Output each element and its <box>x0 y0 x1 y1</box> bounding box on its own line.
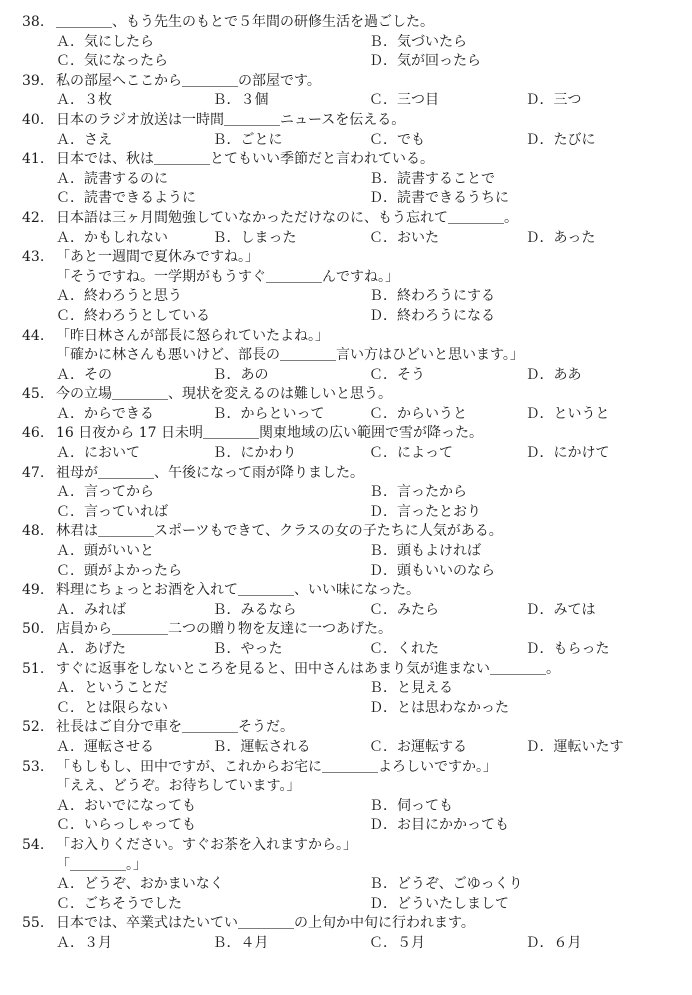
option-a: Ａ．気にしたら <box>56 33 154 50</box>
option-d: Ｄ．６月 <box>525 934 582 951</box>
question-40 <box>22 111 682 150</box>
question-dialogue-line: 「確かに林さんも悪いけど、部長の＿＿＿＿言い方はひどいと思います。」 <box>56 347 524 364</box>
question-43 <box>22 248 682 326</box>
option-b: Ｂ．終わろうにする <box>369 288 495 305</box>
option-b: Ｂ．どうぞ、ごゆっくり <box>369 876 523 893</box>
question-text: 日本のラジオ放送は一時間＿＿＿＿ニュースを伝える。 <box>56 111 406 128</box>
option-a: Ａ．どうぞ、おかまいなく <box>56 876 224 893</box>
option-a: Ａ．からできる <box>56 405 154 422</box>
option-a: Ａ．その <box>56 366 112 383</box>
question-49 <box>22 581 682 620</box>
options-row <box>22 307 682 327</box>
question-stem <box>22 13 682 33</box>
options-row <box>22 679 682 699</box>
option-c: Ｃ．５月 <box>369 934 425 951</box>
question-number: 45. <box>22 386 45 403</box>
question-47 <box>22 464 682 523</box>
option-c: Ｃ．三つ目 <box>369 92 439 109</box>
question-text: 日本では、秋は＿＿＿＿とてもいい季節だと言われている。 <box>56 151 434 168</box>
options-row <box>22 934 682 954</box>
option-a: Ａ．頭がいいと <box>56 543 154 560</box>
option-a: Ａ．運転させる <box>56 738 154 755</box>
question-stem <box>22 914 682 934</box>
question-text: 「あと一週間で夏休みですね。」 <box>56 249 259 266</box>
question-54 <box>22 836 682 914</box>
options-row <box>22 229 682 249</box>
option-d: Ｄ．終わろうになる <box>369 307 495 324</box>
options-row <box>22 444 682 464</box>
options-row <box>22 170 682 190</box>
options-row <box>22 542 682 562</box>
option-c: Ｃ．によって <box>369 445 453 462</box>
question-text: 私の部屋へここから＿＿＿＿の部屋です。 <box>56 72 321 89</box>
option-b: Ｂ．みるなら <box>212 601 297 618</box>
question-text: 今の立場＿＿＿＿、現状を変えるのは難しいと思う。 <box>56 386 392 403</box>
options-row <box>22 640 682 660</box>
options-row <box>22 33 682 53</box>
question-number: 40. <box>22 111 45 128</box>
question-50 <box>22 620 682 659</box>
option-c: Ｃ．とは限らない <box>56 699 168 716</box>
question-text: 料理にちょっとお酒を入れて＿＿＿＿、いい味になった。 <box>56 582 420 599</box>
option-b: Ｂ．言ったから <box>369 484 467 501</box>
options-row <box>22 483 682 503</box>
question-number: 49. <box>22 582 45 599</box>
question-39 <box>22 72 682 111</box>
question-dialogue-line: 「＿＿＿＿。」 <box>56 856 147 873</box>
options-row <box>22 189 682 209</box>
option-d: Ｄ．気が回ったら <box>369 53 481 70</box>
question-stem <box>22 248 682 268</box>
options-row <box>22 366 682 386</box>
option-b: Ｂ．やった <box>212 641 283 657</box>
options-row <box>22 601 682 621</box>
question-stem <box>22 718 682 738</box>
option-c: Ｃ．からいうと <box>369 405 467 422</box>
question-53 <box>22 758 682 836</box>
question-48 <box>22 522 682 581</box>
question-number: 38. <box>22 14 45 30</box>
option-a: Ａ．かもしれない <box>56 229 168 246</box>
option-b: Ｂ．運転される <box>212 738 311 755</box>
options-row <box>22 699 682 719</box>
option-c: Ｃ．言っていれば <box>56 503 168 520</box>
option-d: Ｄ．みては <box>525 601 596 618</box>
question-45 <box>22 385 682 424</box>
option-d: Ｄ．言ったとおり <box>369 503 481 520</box>
question-46 <box>22 424 682 463</box>
question-stem <box>22 150 682 170</box>
option-d: Ｄ．頭もいいのなら <box>369 562 495 579</box>
option-c: Ｃ．そう <box>369 366 425 383</box>
question-text: 祖母が＿＿＿＿、午後になって雨が降りました。 <box>56 464 364 481</box>
question-number: 43. <box>22 249 45 266</box>
option-d: Ｄ．ああ <box>525 366 582 383</box>
options-row <box>22 738 682 758</box>
option-b: Ｂ．頭もよければ <box>369 543 481 560</box>
option-a: Ａ．みれば <box>56 601 126 618</box>
question-text: 16 日夜から 17 日未明＿＿＿＿関東地域の広い範囲で雪が降った。 <box>56 425 483 442</box>
options-row <box>22 131 682 151</box>
question-text: 日本では、卒業式はたいてい＿＿＿＿の上旬か中旬に行われます。 <box>56 915 475 932</box>
question-text: 「昨日林さんが部長に怒られていたよね。」 <box>56 327 329 344</box>
option-d: Ｄ．お目にかかっても <box>369 817 509 834</box>
option-d: Ｄ．にかけて <box>525 445 610 462</box>
option-c: Ｃ．みたら <box>369 601 439 618</box>
option-b: Ｂ．しまった <box>212 229 297 246</box>
options-row <box>22 816 682 836</box>
option-c: Ｃ．ごちそうでした <box>56 895 182 912</box>
question-stem <box>22 758 682 778</box>
question-text: 店員から＿＿＿＿二つの贈り物を友達に一つあげた。 <box>56 621 392 638</box>
question-stem <box>22 72 682 92</box>
option-a: Ａ．において <box>56 445 140 462</box>
question-text: ＿＿＿＿、もう先生のもとで５年間の研修生活を過ごした。 <box>56 14 434 30</box>
question-number: 54. <box>22 836 45 853</box>
question-stem <box>22 522 682 542</box>
option-a: Ａ．ということだ <box>56 680 168 697</box>
question-number: 42. <box>22 209 45 226</box>
question-number: 46. <box>22 425 45 442</box>
option-b: Ｂ．伺っても <box>369 797 453 814</box>
option-a: Ａ．言ってから <box>56 484 154 501</box>
option-b: Ｂ．にかわり <box>212 445 297 462</box>
options-row <box>22 287 682 307</box>
question-stem <box>22 385 682 405</box>
question-text: 「お入りください。すぐお茶を入れますから。」 <box>56 836 357 853</box>
question-42 <box>22 209 682 248</box>
option-d: Ｄ．どういたしまして <box>369 895 509 912</box>
option-d: Ｄ．とは思わなかった <box>369 699 509 716</box>
question-number: 50. <box>22 621 45 638</box>
option-c: Ｃ．読書できるように <box>56 190 196 207</box>
option-b: Ｂ．読書することで <box>369 170 495 187</box>
option-c: Ｃ．頭がよかったら <box>56 562 182 579</box>
question-number: 53. <box>22 758 45 775</box>
option-c: Ｃ．いらっしゃっても <box>56 817 196 834</box>
option-a: Ａ．終わろうと思う <box>56 288 182 305</box>
question-41 <box>22 150 682 209</box>
option-c: Ｃ．気になったら <box>56 53 168 70</box>
question-stem <box>22 581 682 601</box>
option-a: Ａ．あげた <box>56 641 126 657</box>
option-d: Ｄ．三つ <box>525 92 582 109</box>
question-number: 41. <box>22 151 45 168</box>
question-number: 39. <box>22 72 45 89</box>
question-stem <box>22 209 682 229</box>
question-stem <box>22 660 682 680</box>
question-dialogue-line: 「そうですね。一学期がもうすぐ＿＿＿＿んですね。」 <box>56 268 399 285</box>
option-b: Ｂ．ごとに <box>212 131 283 148</box>
option-a: Ａ．おいでになっても <box>56 797 196 814</box>
option-b: Ｂ．からといって <box>212 405 325 422</box>
question-text: 社長はご自分で車を＿＿＿＿そうだ。 <box>56 719 294 736</box>
question-number: 52. <box>22 719 45 736</box>
question-44 <box>22 327 682 386</box>
option-b: Ｂ．あの <box>212 366 269 383</box>
options-row <box>22 91 682 111</box>
option-b: Ｂ．と見える <box>369 680 453 697</box>
options-row <box>22 503 682 523</box>
option-a: Ａ．読書するのに <box>56 170 168 187</box>
question-number: 55. <box>22 915 45 932</box>
options-row <box>22 875 682 895</box>
option-c: Ｃ．終わろうとしている <box>56 307 210 324</box>
question-number: 51. <box>22 660 45 677</box>
question-text: すぐに返事をしないところを見ると、田中さんはあまり気が進まない＿＿＿＿。 <box>56 660 560 677</box>
question-stem <box>22 424 682 444</box>
options-row <box>22 52 682 72</box>
options-row <box>22 405 682 425</box>
question-55 <box>22 914 682 953</box>
question-text: 「もしもし、田中ですが、これからお宅に＿＿＿＿よろしいですか。」 <box>56 758 497 775</box>
option-a: Ａ．さえ <box>56 131 112 148</box>
option-d: Ｄ．たびに <box>525 131 596 148</box>
question-stem <box>22 327 682 347</box>
question-number: 47. <box>22 464 45 481</box>
question-52 <box>22 718 682 757</box>
options-row <box>22 895 682 915</box>
option-d: Ｄ．読書できるうちに <box>369 190 509 207</box>
question-51 <box>22 660 682 719</box>
question-38 <box>22 13 682 72</box>
options-row <box>22 797 682 817</box>
question-text: 林君は＿＿＿＿スポーツもできて、クラスの女の子たちに人気がある。 <box>56 523 503 540</box>
option-d: Ｄ．というと <box>525 405 610 422</box>
question-number: 48. <box>22 523 45 540</box>
option-a: Ａ．３月 <box>56 934 112 951</box>
question-stem <box>22 464 682 484</box>
option-c: Ｃ．お運転する <box>369 738 467 755</box>
option-b: Ｂ．気づいたら <box>369 33 467 50</box>
option-a: Ａ．３枚 <box>56 92 112 109</box>
option-b: Ｂ．３個 <box>212 92 269 109</box>
question-stem <box>22 111 682 131</box>
question-dialogue-line: 「ええ、どうぞ。お待ちしています。」 <box>56 778 301 795</box>
option-d: Ｄ．運転いたす <box>525 738 624 755</box>
question-number: 44. <box>22 327 45 344</box>
option-c: Ｃ．でも <box>369 131 425 148</box>
option-d: Ｄ．あった <box>525 229 596 246</box>
question-stem <box>22 620 682 640</box>
question-stem <box>22 836 682 856</box>
question-text: 日本語は三ヶ月間勉強していなかっただけなのに、もう忘れて＿＿＿＿。 <box>56 209 518 226</box>
options-row <box>22 562 682 582</box>
option-c: Ｃ．おいた <box>369 229 439 246</box>
option-d: Ｄ．もらった <box>525 641 610 657</box>
option-c: Ｃ．くれた <box>369 641 439 657</box>
option-b: Ｂ．４月 <box>212 934 269 951</box>
